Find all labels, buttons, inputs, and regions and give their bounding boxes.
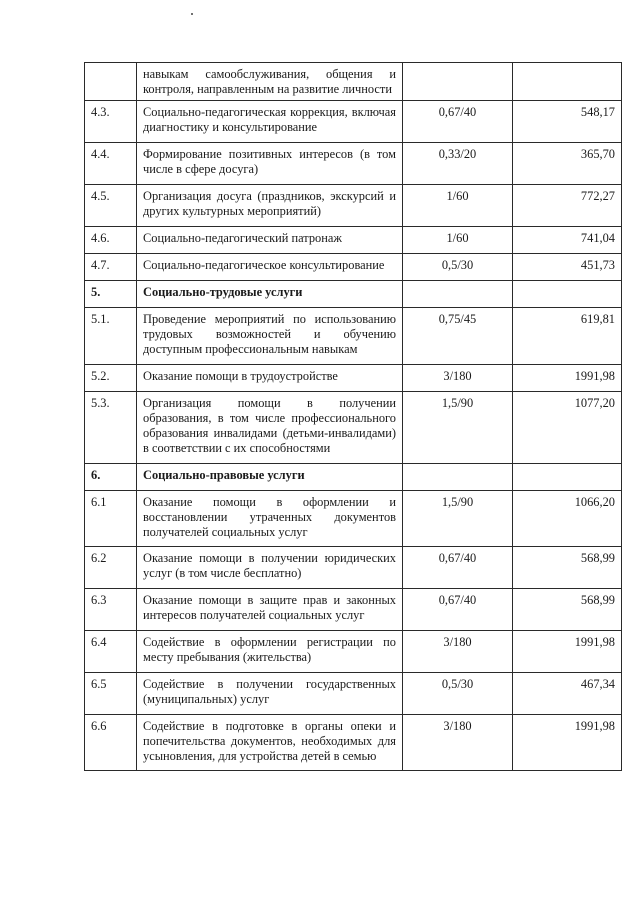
item-number-cell: 4.5. bbox=[85, 185, 137, 227]
time-norm-cell: 0,67/40 bbox=[403, 101, 513, 143]
table-row bbox=[85, 547, 622, 589]
table-row bbox=[85, 715, 622, 771]
table-row bbox=[85, 365, 622, 392]
price-cell: 365,70 bbox=[513, 143, 622, 185]
price-cell: 772,27 bbox=[513, 185, 622, 227]
price-cell: 568,99 bbox=[513, 589, 622, 631]
item-number-cell: 5.3. bbox=[85, 392, 137, 464]
item-number-cell: 6.2 bbox=[85, 547, 137, 589]
table-row bbox=[85, 185, 622, 227]
table-row bbox=[85, 63, 622, 101]
price-cell: 619,81 bbox=[513, 308, 622, 365]
service-name-cell: Проведение мероприятий по использованию трудовых возможностей и обучению доступным профессиональным навыкам bbox=[137, 308, 403, 365]
item-number-cell: 6.4 bbox=[85, 631, 137, 673]
table-row bbox=[85, 101, 622, 143]
table-row bbox=[85, 392, 622, 464]
time-norm-cell: 1,5/90 bbox=[403, 491, 513, 547]
price-cell: 548,17 bbox=[513, 101, 622, 143]
item-number-cell: 6.3 bbox=[85, 589, 137, 631]
service-name-cell: Социально-правовые услуги bbox=[137, 464, 403, 491]
table-row bbox=[85, 491, 622, 547]
scan-speck bbox=[191, 13, 193, 15]
time-norm-cell: 3/180 bbox=[403, 631, 513, 673]
time-norm-cell: 0,67/40 bbox=[403, 589, 513, 631]
time-norm-cell: 3/180 bbox=[403, 365, 513, 392]
service-name-cell: Социально-трудовые услуги bbox=[137, 281, 403, 308]
table-row bbox=[85, 227, 622, 254]
table-row bbox=[85, 631, 622, 673]
service-name-cell: Содействие в подготовке в органы опеки и попечительства документов, необходимых для усыновления, для устройства детей в семью bbox=[137, 715, 403, 771]
time-norm-cell: 1/60 bbox=[403, 227, 513, 254]
table-row bbox=[85, 254, 622, 281]
service-name-cell: Оказание помощи в получении юридических услуг (в том числе бесплатно) bbox=[137, 547, 403, 589]
item-number-cell: 5.2. bbox=[85, 365, 137, 392]
price-cell: 1077,20 bbox=[513, 392, 622, 464]
table-body bbox=[85, 63, 622, 771]
price-cell: 1991,98 bbox=[513, 715, 622, 771]
service-name-cell: Оказание помощи в трудоустройстве bbox=[137, 365, 403, 392]
time-norm-cell: 1/60 bbox=[403, 185, 513, 227]
time-norm-cell: 0,67/40 bbox=[403, 547, 513, 589]
item-number-cell: 5. bbox=[85, 281, 137, 308]
time-norm-cell: 0,5/30 bbox=[403, 254, 513, 281]
service-name-cell: Социально-педагогический патронаж bbox=[137, 227, 403, 254]
item-number-cell: 4.6. bbox=[85, 227, 137, 254]
section-row bbox=[85, 281, 622, 308]
table-row bbox=[85, 589, 622, 631]
item-number-cell: 6.5 bbox=[85, 673, 137, 715]
services-tariff-table bbox=[84, 62, 622, 771]
service-name-cell: Содействие в получении государственных (муниципальных) услуг bbox=[137, 673, 403, 715]
service-name-cell: Социально-педагогическое консультирование bbox=[137, 254, 403, 281]
item-number-cell: 4.3. bbox=[85, 101, 137, 143]
service-name-cell: Организация помощи в получении образования, в том числе профессионального образования инвалидами (детьми-инвалидами) в соответствии с их способностями bbox=[137, 392, 403, 464]
price-cell: 451,73 bbox=[513, 254, 622, 281]
price-cell bbox=[513, 281, 622, 308]
price-cell bbox=[513, 63, 622, 101]
price-cell: 467,34 bbox=[513, 673, 622, 715]
price-cell bbox=[513, 464, 622, 491]
time-norm-cell: 1,5/90 bbox=[403, 392, 513, 464]
price-cell: 1066,20 bbox=[513, 491, 622, 547]
service-name-cell: Оказание помощи в защите прав и законных интересов получателей социальных услуг bbox=[137, 589, 403, 631]
item-number-cell: 5.1. bbox=[85, 308, 137, 365]
item-number-cell bbox=[85, 63, 137, 101]
time-norm-cell: 0,5/30 bbox=[403, 673, 513, 715]
item-number-cell: 6. bbox=[85, 464, 137, 491]
time-norm-cell: 3/180 bbox=[403, 715, 513, 771]
item-number-cell: 6.1 bbox=[85, 491, 137, 547]
service-name-cell: навыкам самообслуживания, общения и контроля, направленным на развитие личности bbox=[137, 63, 403, 101]
item-number-cell: 6.6 bbox=[85, 715, 137, 771]
service-name-cell: Содействие в оформлении регистрации по месту пребывания (жительства) bbox=[137, 631, 403, 673]
item-number-cell: 4.7. bbox=[85, 254, 137, 281]
table-row bbox=[85, 308, 622, 365]
item-number-cell: 4.4. bbox=[85, 143, 137, 185]
service-name-cell: Формирование позитивных интересов (в том числе в сфере досуга) bbox=[137, 143, 403, 185]
service-name-cell: Социально-педагогическая коррекция, включая диагностику и консультирование bbox=[137, 101, 403, 143]
time-norm-cell: 0,75/45 bbox=[403, 308, 513, 365]
price-cell: 1991,98 bbox=[513, 365, 622, 392]
time-norm-cell bbox=[403, 464, 513, 491]
section-row bbox=[85, 464, 622, 491]
price-cell: 741,04 bbox=[513, 227, 622, 254]
time-norm-cell: 0,33/20 bbox=[403, 143, 513, 185]
service-name-cell: Организация досуга (праздников, экскурсий и других культурных мероприятий) bbox=[137, 185, 403, 227]
time-norm-cell bbox=[403, 63, 513, 101]
table-row bbox=[85, 673, 622, 715]
table-row bbox=[85, 143, 622, 185]
price-cell: 1991,98 bbox=[513, 631, 622, 673]
time-norm-cell bbox=[403, 281, 513, 308]
price-cell: 568,99 bbox=[513, 547, 622, 589]
service-name-cell: Оказание помощи в оформлении и восстановлении утраченных документов получателей социальных услуг bbox=[137, 491, 403, 547]
